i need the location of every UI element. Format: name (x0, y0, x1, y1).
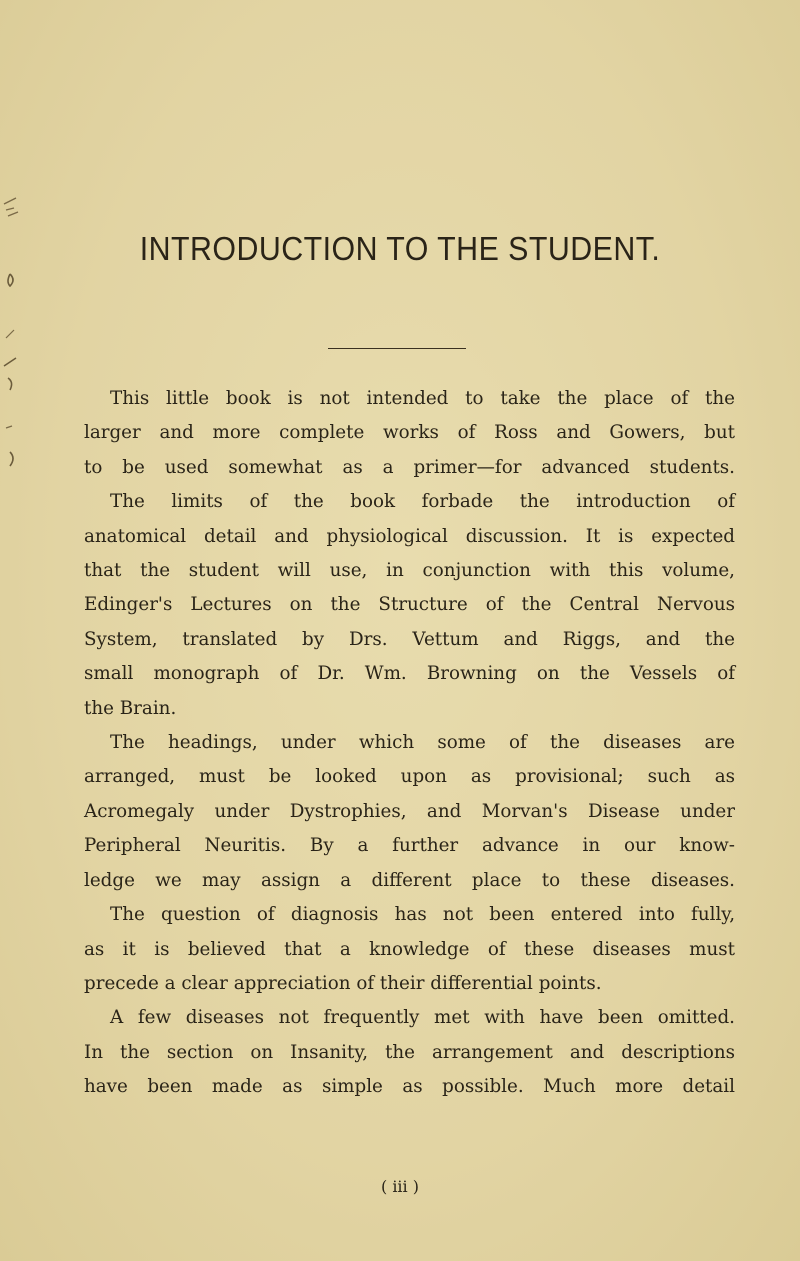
text-line: Edinger's Lectures on the Structure of the Central Nervous (84, 594, 735, 616)
text-line: small monograph of Dr. Wm. Browning on the Vessels of (84, 663, 735, 685)
text-line: The question of diagnosis has not been entered into fully, (110, 904, 735, 926)
text-line: that the student will use, in conjunction with this volume, (84, 560, 735, 582)
text-line: the Brain. (84, 697, 177, 719)
text-line: to be used somewhat as a primer—for advanced students. (84, 456, 735, 478)
text-line: as it is believed that a knowledge of these diseases must (84, 938, 735, 960)
text-line: have been made as simple as possible. Much more detail (84, 1076, 735, 1098)
body-text (84, 382, 735, 1105)
text-line: Acromegaly under Dystrophies, and Morvan's Disease under (84, 800, 735, 822)
text-line: This little book is not intended to take the place of the (110, 388, 735, 409)
page-title: INTRODUCTION TO THE STUDENT. (139, 230, 661, 267)
text-line: The limits of the book forbade the introduction of (110, 491, 735, 513)
text-line: arranged, must be looked upon as provisional; such as (84, 766, 735, 788)
text-line: In the section on Insanity, the arrangement and descriptions (84, 1041, 735, 1063)
text-line: Peripheral Neuritis. By a further advance in our know- (84, 835, 735, 857)
binding-edge-marks (0, 190, 22, 570)
text-line: A few diseases not frequently met with have been omitted. (110, 1007, 735, 1029)
text-line: precede a clear appreciation of their differential points. (84, 972, 602, 994)
text-line: System, translated by Drs. Vettum and Riggs, and the (84, 628, 735, 650)
text-line: larger and more complete works of Ross and Gowers, but (84, 422, 735, 444)
title-rule (328, 348, 466, 349)
text-line: anatomical detail and physiological discussion. It is expected (84, 525, 735, 547)
page-number: ( iii ) (380, 1177, 419, 1196)
text-line: ledge we may assign a different place to these diseases. (84, 869, 735, 891)
text-line: The headings, under which some of the diseases are (110, 732, 735, 754)
